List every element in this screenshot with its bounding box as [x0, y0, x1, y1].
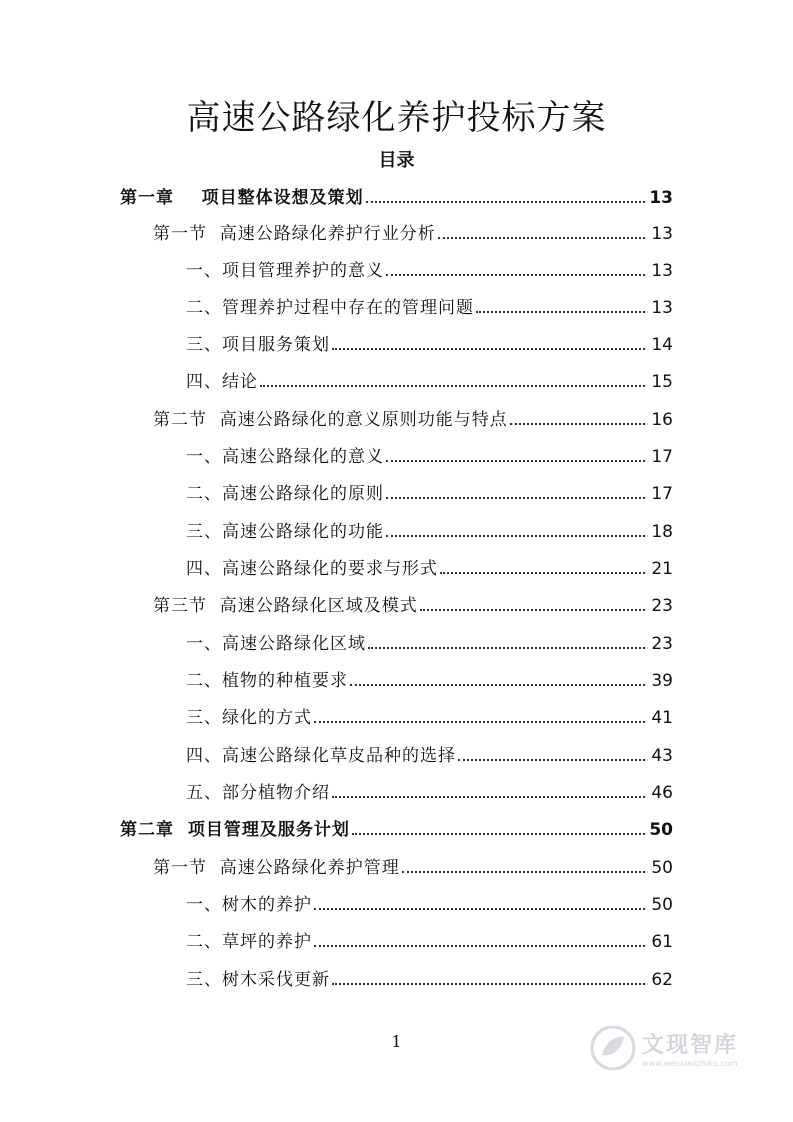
toc-leader-dots — [458, 759, 645, 761]
toc-entry-page: 15 — [651, 372, 673, 392]
toc-entry-page: 39 — [651, 671, 673, 691]
toc-entry-page: 50 — [649, 820, 673, 840]
toc-entry-page: 13 — [651, 224, 673, 244]
toc-entry-label: 四、高速公路绿化草皮品种的选择 — [186, 746, 456, 766]
toc-entry[interactable] — [186, 516, 673, 542]
toc-leader-dots — [440, 572, 645, 574]
toc-leader-dots — [332, 796, 645, 798]
document-title: 高速公路绿化养护投标方案 — [186, 98, 607, 138]
toc-entry-page: 17 — [651, 447, 673, 467]
toc-entry-label: 一、高速公路绿化区域 — [186, 634, 366, 654]
watermark-text — [642, 1028, 738, 1068]
toc-leader-dots — [402, 871, 645, 873]
toc-entry-page: 16 — [651, 410, 673, 430]
toc-entry[interactable] — [153, 218, 673, 244]
toc-leader-dots — [314, 908, 645, 910]
toc-entry-label: 四、结论 — [186, 372, 258, 392]
toc-entry-label: 三、项目服务策划 — [186, 335, 330, 355]
toc-entry-label: 一、项目管理养护的意义 — [186, 261, 384, 281]
toc-entry-label: 第二节 高速公路绿化的意义原则功能与特点 — [153, 410, 508, 430]
toc-entry-label: 一、高速公路绿化的意义 — [186, 447, 384, 467]
toc-entry-page: 62 — [651, 970, 673, 990]
toc-entry-page: 21 — [651, 559, 673, 579]
toc-entry[interactable] — [186, 441, 673, 467]
toc-entry[interactable] — [186, 255, 673, 281]
toc-entry[interactable] — [186, 628, 673, 654]
toc-leader-dots — [352, 833, 645, 835]
toc-entry[interactable] — [153, 404, 673, 430]
toc-entry[interactable] — [186, 889, 673, 915]
watermark-url: www.wenxianzhiku.com — [642, 1059, 738, 1068]
toc-leader-dots — [332, 348, 645, 350]
toc-entry-page: 46 — [651, 783, 673, 803]
toc-entry-label: 第二章 项目管理及服务计划 — [120, 820, 350, 840]
toc-leader-dots — [510, 423, 645, 425]
toc-entry[interactable] — [186, 366, 673, 392]
toc-leader-dots — [368, 647, 645, 649]
toc-entry-label: 三、绿化的方式 — [186, 708, 312, 728]
toc-leader-dots — [476, 311, 645, 313]
toc-entry-label: 第一节 高速公路绿化养护行业分析 — [153, 224, 436, 244]
toc-entry[interactable] — [120, 814, 673, 840]
toc-entry-label: 二、管理养护过程中存在的管理问题 — [186, 298, 474, 318]
toc-leader-dots — [386, 497, 645, 499]
toc-entry-page: 50 — [651, 858, 673, 878]
toc-entry-page: 23 — [651, 596, 673, 616]
toc-leader-dots — [386, 274, 645, 276]
toc-leader-dots — [366, 201, 645, 203]
toc-entry-label: 二、草坪的养护 — [186, 932, 312, 952]
toc-entry-label: 三、树木采伐更新 — [186, 970, 330, 990]
leaf-logo-icon — [590, 1025, 636, 1071]
toc-entry-label: 四、高速公路绿化的要求与形式 — [186, 559, 438, 579]
toc-entry-label: 五、部分植物介绍 — [186, 783, 330, 803]
toc-entry-label: 第一节 高速公路绿化养护管理 — [153, 858, 400, 878]
toc-entry[interactable] — [120, 182, 673, 208]
toc-entry[interactable] — [186, 740, 673, 766]
toc-entry[interactable] — [186, 553, 673, 579]
toc-entry-page: 23 — [651, 634, 673, 654]
toc-entry[interactable] — [153, 590, 673, 616]
toc-entry-page: 14 — [651, 335, 673, 355]
toc-entry-page: 18 — [651, 522, 673, 542]
toc-entry-page: 13 — [651, 298, 673, 318]
toc-leader-dots — [314, 945, 645, 947]
toc-entry[interactable] — [186, 777, 673, 803]
toc-entry-label: 二、高速公路绿化的原则 — [186, 484, 384, 504]
toc-entry[interactable] — [186, 665, 673, 691]
toc-entry-label: 三、高速公路绿化的功能 — [186, 522, 384, 542]
toc-entry-label: 第三节 高速公路绿化区域及模式 — [153, 596, 418, 616]
toc-entry-page: 50 — [651, 895, 673, 915]
toc-entry-page: 61 — [651, 932, 673, 952]
page-number: 1 — [391, 1032, 402, 1051]
toc-leader-dots — [386, 535, 645, 537]
toc-leader-dots — [260, 385, 645, 387]
toc-leader-dots — [350, 684, 645, 686]
toc-entry[interactable] — [186, 329, 673, 355]
toc-entry-page: 13 — [651, 261, 673, 281]
toc-entry[interactable] — [153, 852, 673, 878]
toc-entry[interactable] — [186, 964, 673, 990]
toc-leader-dots — [386, 460, 645, 462]
toc-leader-dots — [420, 609, 645, 611]
toc-entry-label: 第一章 项目整体设想及策划 — [120, 188, 364, 208]
toc-entry-label: 一、树木的养护 — [186, 895, 312, 915]
watermark-name: 文现智库 — [642, 1033, 739, 1058]
toc-entry-page: 17 — [651, 484, 673, 504]
toc-entry[interactable] — [186, 702, 673, 728]
toc-leader-dots — [332, 983, 645, 985]
toc-entry[interactable] — [186, 292, 673, 318]
toc-heading: 目录 — [378, 150, 415, 171]
toc-entry-page: 13 — [649, 188, 673, 208]
toc-entry[interactable] — [186, 926, 673, 952]
toc-entry-page: 41 — [651, 708, 673, 728]
toc-entry[interactable] — [186, 478, 673, 504]
toc-leader-dots — [314, 721, 645, 723]
watermark — [590, 1018, 790, 1078]
toc-entry-label: 二、植物的种植要求 — [186, 671, 348, 691]
toc-leader-dots — [438, 237, 645, 239]
toc-entry-page: 43 — [651, 746, 673, 766]
